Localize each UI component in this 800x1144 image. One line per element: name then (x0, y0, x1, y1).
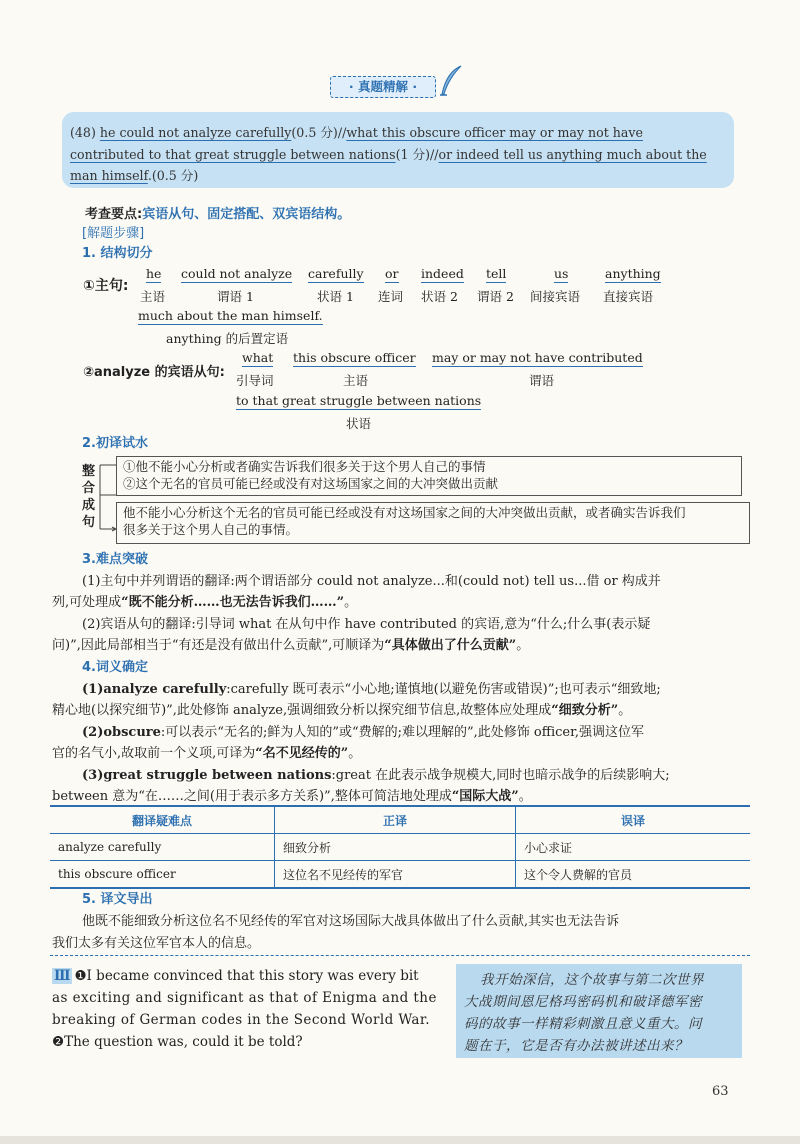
key-points-label: 考查要点: (85, 207, 143, 222)
table-cell: analyze carefully (50, 834, 275, 861)
table-header: 正译 (275, 806, 516, 834)
role-postmodifier: anything 的后置定语 (166, 331, 289, 346)
word-what: what (242, 350, 274, 365)
word-object-adverbial: to that great struggle between nations (236, 393, 482, 408)
translation-box-line-3: 码的故事一样精彩刺激且意义重大。问 (464, 1016, 702, 1032)
role-predicate-1: 谓语 1 (217, 289, 254, 304)
answer-part-2b: contributed to that great struggle between nations (70, 147, 396, 162)
table-header: 误译 (516, 806, 751, 834)
s4-p2-line-2: 官的名气小,故取前一个义项,可译为“名不见经传的”。 (52, 746, 362, 761)
answer-part-3a: or indeed tell us anything much about the (438, 147, 707, 162)
table-header: 翻译疑难点 (50, 806, 275, 834)
quill-pen-icon (437, 64, 463, 98)
table-row (50, 861, 750, 889)
table-header-row (50, 806, 750, 834)
combined-translation-box (116, 502, 750, 544)
word-us: us (554, 266, 569, 281)
answer-part-3b: man himself (70, 168, 148, 183)
word-tell: tell (486, 266, 507, 281)
question-number: (48) (70, 125, 96, 140)
first-translation-line-1: ①他不能小心分析或者确实告诉我们很多关于这个男人自己的事情 (123, 459, 486, 474)
table-cell: 小心求证 (516, 834, 751, 861)
role-introducer: 引导词 (236, 373, 274, 388)
table-row (50, 834, 750, 861)
answer-line-2 (70, 144, 707, 163)
main-clause-label: ①主句: (83, 278, 129, 294)
table-cell: 细致分析 (275, 834, 516, 861)
separator-2: // (430, 147, 439, 162)
first-translation-box (116, 456, 742, 496)
translation-box (456, 964, 742, 1058)
answer-line-1 (70, 122, 643, 141)
section-badge: · 真题精解 · (330, 76, 436, 98)
word-anything: anything (605, 266, 661, 281)
step-3-title: 3.难点突破 (82, 552, 148, 567)
paragraph-marker: Ⅲ (54, 968, 71, 984)
step-5-title: 5. 译文导出 (82, 892, 153, 907)
table-cell: this obscure officer (50, 861, 275, 889)
s4-p3-line-1: (3)great struggle between nations:great 在此表示战争规模大,同时也暗示战争的后续影响大; (82, 768, 670, 783)
step-2-title: 2.初译试水 (82, 436, 148, 451)
object-clause-label: ②analyze 的宾语从句: (83, 365, 225, 380)
steps-title: [解题步骤] (82, 226, 145, 241)
combined-line-2: 很多关于这个男人自己的事情。 (123, 522, 299, 537)
final-translation-line-2: 我们太多有关这位军官本人的信息。 (52, 936, 261, 951)
word-this-obscure-officer: this obscure officer (293, 350, 416, 365)
passage-line-2: as exciting and significant as that of Enigma and the (52, 990, 437, 1006)
s4-p3-line-2: between 意为“在……之间(用于表示多方关系)”,整体可简洁地处理成“国际大战”。 (52, 789, 532, 804)
word-indeed: indeed (421, 266, 464, 281)
answer-part-2a: what this obscure officer may or may not have (346, 125, 643, 140)
role-adverbial-1: 状语 1 (317, 289, 354, 304)
key-points-text: 宾语从句、固定搭配、双宾语结构。 (142, 207, 351, 222)
translation-box-line-2: 大战期间恩尼格玛密码机和破译德军密 (464, 994, 702, 1010)
word-could-not-analyze: could not analyze (181, 266, 293, 281)
role-conjunction: 连词 (378, 289, 404, 304)
word-or: or (385, 266, 399, 281)
role-adverbial-2: 状语 2 (421, 289, 458, 304)
role-predicate: 谓语 (529, 373, 555, 388)
role-predicate-2: 谓语 2 (477, 289, 514, 304)
score-1: (0.5 分) (291, 125, 338, 140)
s3-p1-line-1: (1)主句中并列谓语的翻译:两个谓语部分 could not analyze...和(could not) tell us...借 or 构成并 (82, 574, 661, 589)
step-4-title: 4.词义确定 (82, 660, 148, 675)
divider (50, 955, 750, 956)
role-indirect-object: 间接宾语 (530, 289, 581, 304)
key-points (85, 203, 350, 222)
s4-p2-line-1: (2)obscure:可以表示“无名的;鲜为人知的”或“费解的;难以理解的”,此处修饰 officer,强调这位军 (82, 725, 645, 740)
step-1-title: 1. 结构切分 (82, 246, 153, 261)
word-may-or-may-not: may or may not have contributed (432, 350, 643, 365)
word-carefully: carefully (308, 266, 364, 281)
role-direct-object: 直接宾语 (603, 289, 654, 304)
role-he: 主语 (140, 289, 166, 304)
passage-line-4: ❷The question was, could it be told? (52, 1034, 303, 1050)
role-subject: 主语 (343, 373, 369, 388)
page-number: 63 (712, 1084, 729, 1099)
translation-box-line-4: 题在于，它是否有办法被讲述出来？ (464, 1038, 688, 1054)
first-translation-line-2: ②这个无名的官员可能已经或没有对这场国家之间的大冲突做出贡献 (123, 476, 499, 491)
combined-line-1: 他不能小心分析这个无名的官员可能已经或没有对这场国家之间的大冲突做出贡献，或者确实告诉我们 (123, 505, 686, 520)
passage-line-3: breaking of German codes in the Second World War. (52, 1012, 430, 1028)
word-postmodifier: much about the man himself. (138, 308, 323, 323)
integrate-label: 整合成句 (82, 464, 96, 530)
table-cell: 这位名不见经传的军官 (275, 861, 516, 889)
translation-box-line-1: 我开始深信，这个故事与第二次世界 (480, 972, 704, 988)
score-2: (1 分) (395, 147, 431, 162)
s3-p2-line-2: 问)”,因此局部相当于“有还是没有做出什么贡献”,可顺译为“具体做出了什么贡献”。 (52, 638, 530, 653)
translation-table (50, 805, 750, 889)
role-adverbial: 状语 (346, 416, 372, 431)
separator-1: // (337, 125, 347, 140)
answer-part-1: he could not analyze carefully (99, 125, 292, 140)
s4-p1-line-1: (1)analyze carefully:carefully 既可表示“小心地;谨慎地(以避免伤害或错误)”;也可表示“细致地; (82, 682, 661, 697)
page-edge (0, 1136, 800, 1144)
s4-p1-line-2: 精心地(以探究细节)”,此处修饰 analyze,强调细致分析以探究细节信息,故整体应处理成“细致分析”。 (52, 703, 632, 718)
table-cell: 这个令人费解的官员 (516, 861, 751, 889)
s3-p1-line-2: 列,可处理成“既不能分析……也无法告诉我们……”。 (52, 595, 358, 610)
answer-line-3 (70, 165, 198, 184)
final-translation-line-1: 他既不能细致分析这位名不见经传的军官对这场国际大战具体做出了什么贡献,其实也无法告诉 (82, 914, 620, 929)
word-he: he (146, 266, 162, 281)
score-3: .(0.5 分) (147, 168, 199, 183)
passage-line-1: Ⅲ ❶I became convinced that this story was every bit (54, 968, 419, 984)
answer-box (62, 112, 734, 188)
s3-p2-line-1: (2)宾语从句的翻译:引导词 what 在从句中作 have contributed 的宾语,意为“什么;什么事(表示疑 (82, 617, 651, 632)
bracket-connector (96, 455, 118, 555)
